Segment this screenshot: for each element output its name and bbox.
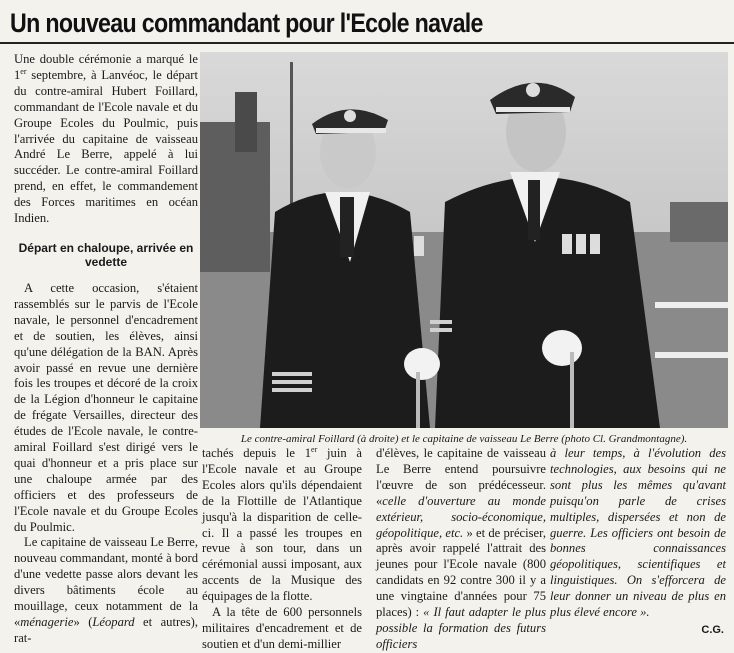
- intro-paragraph: Une double cérémonie a marqué le 1er septembre, à Lanvéoc, le départ du contre-amiral Hubert Foillard, commandant de l'Ecole navale et du Groupe Ecoles du Poulmic, puis l'arrivée du capitaine de vaisseau André Le Berre, appelé à lui succéder. Le contre-amiral Foillard prend, en effet, le commandement des Forces maritimes en océan Indien.: [14, 52, 198, 226]
- subheading: Départ en chaloupe, arrivée en vedette: [18, 240, 194, 269]
- column-1: [14, 52, 198, 647]
- paragraph-3: Le capitaine de vaisseau Le Berre, nouveau commandant, monté à bord d'une vedette passe alors devant les divers bâtiments école au mouillage, ceux notamment de la «ménagerie» (Léopard et autres), rat-: [14, 535, 198, 645]
- column-2: [202, 446, 362, 653]
- photo-caption: Le contre-amiral Foillard (à droite) et le capitaine de vaisseau Le Berre (photo Cl. Grandmontagne).: [240, 433, 688, 445]
- headline: Un nouveau commandant pour l'Ecole navale: [10, 8, 483, 38]
- col2-paragraph-1: tachés depuis le 1er juin à l'Ecole navale et au Groupe Ecoles alors qu'ils dépendaient de la Flottille de l'Atlantique jusqu'à la disparition de celle-ci. Il a passé les troupes en revue à son tour, dans un cérémonial aussi imposant, aux accents de la Musique des équipages de la flotte.: [202, 444, 362, 604]
- col3-paragraph-1: d'élèves, le capitaine de vaisseau Le Berre entend poursuivre l'œuvre de son prédécesseur. «celle d'ouverture au monde extérieur, socio-économique, géopolitique, etc. » et de préciser, après avoir rappelé l'attrait des jeunes pour l'Ecole navale (800 candidats en 92 contre 300 il y a une vingtaine d'années pour 75 places) : « Il faut adapter le plus possible la formation des futurs officiers: [376, 446, 546, 651]
- col4-paragraph-1: à leur temps, à l'évolution des technologies, aux besoins qui ne sont plus les mêmes qu'avant puisqu'on parle de crises multiples, dispersées et non de guerre. Les officiers ont besoin de bonnes connaissances géopolitiques, scientifiques et linguistiques. On s'efforcera de leur donner un niveau de plus en plus élevé encore ».: [550, 446, 726, 620]
- headline-rule: [0, 42, 734, 44]
- col2-paragraph-2: A la tête de 600 personnels militaires d'encadrement et de soutien et d'un demi-millier: [202, 605, 362, 651]
- paragraph-2: A cette occasion, s'étaient rassemblés sur le parvis de l'Ecole navale, le personnel d'encadrement et de soutien, les élèves, ainsi qu'une délégation de la BAN. Après avoir passé en revue une dernière fois les troupes et décoré de la croix de la Légion d'honneur le capitaine de frégate Versailles, directeur des études de l'Ecole navale, le contre-amiral Foillard s'est dirigé vers le quai d'honneur et a pris place sur une chaloupe armée par des officiers et des professeurs de l'Ecole navale et du Groupe Ecoles du Poulmic.: [14, 280, 198, 534]
- column-4: [550, 446, 726, 621]
- photo-illustration: [200, 52, 728, 428]
- author-signature: C.G.: [701, 624, 724, 636]
- column-3: [376, 446, 546, 653]
- article-photo: [200, 52, 728, 428]
